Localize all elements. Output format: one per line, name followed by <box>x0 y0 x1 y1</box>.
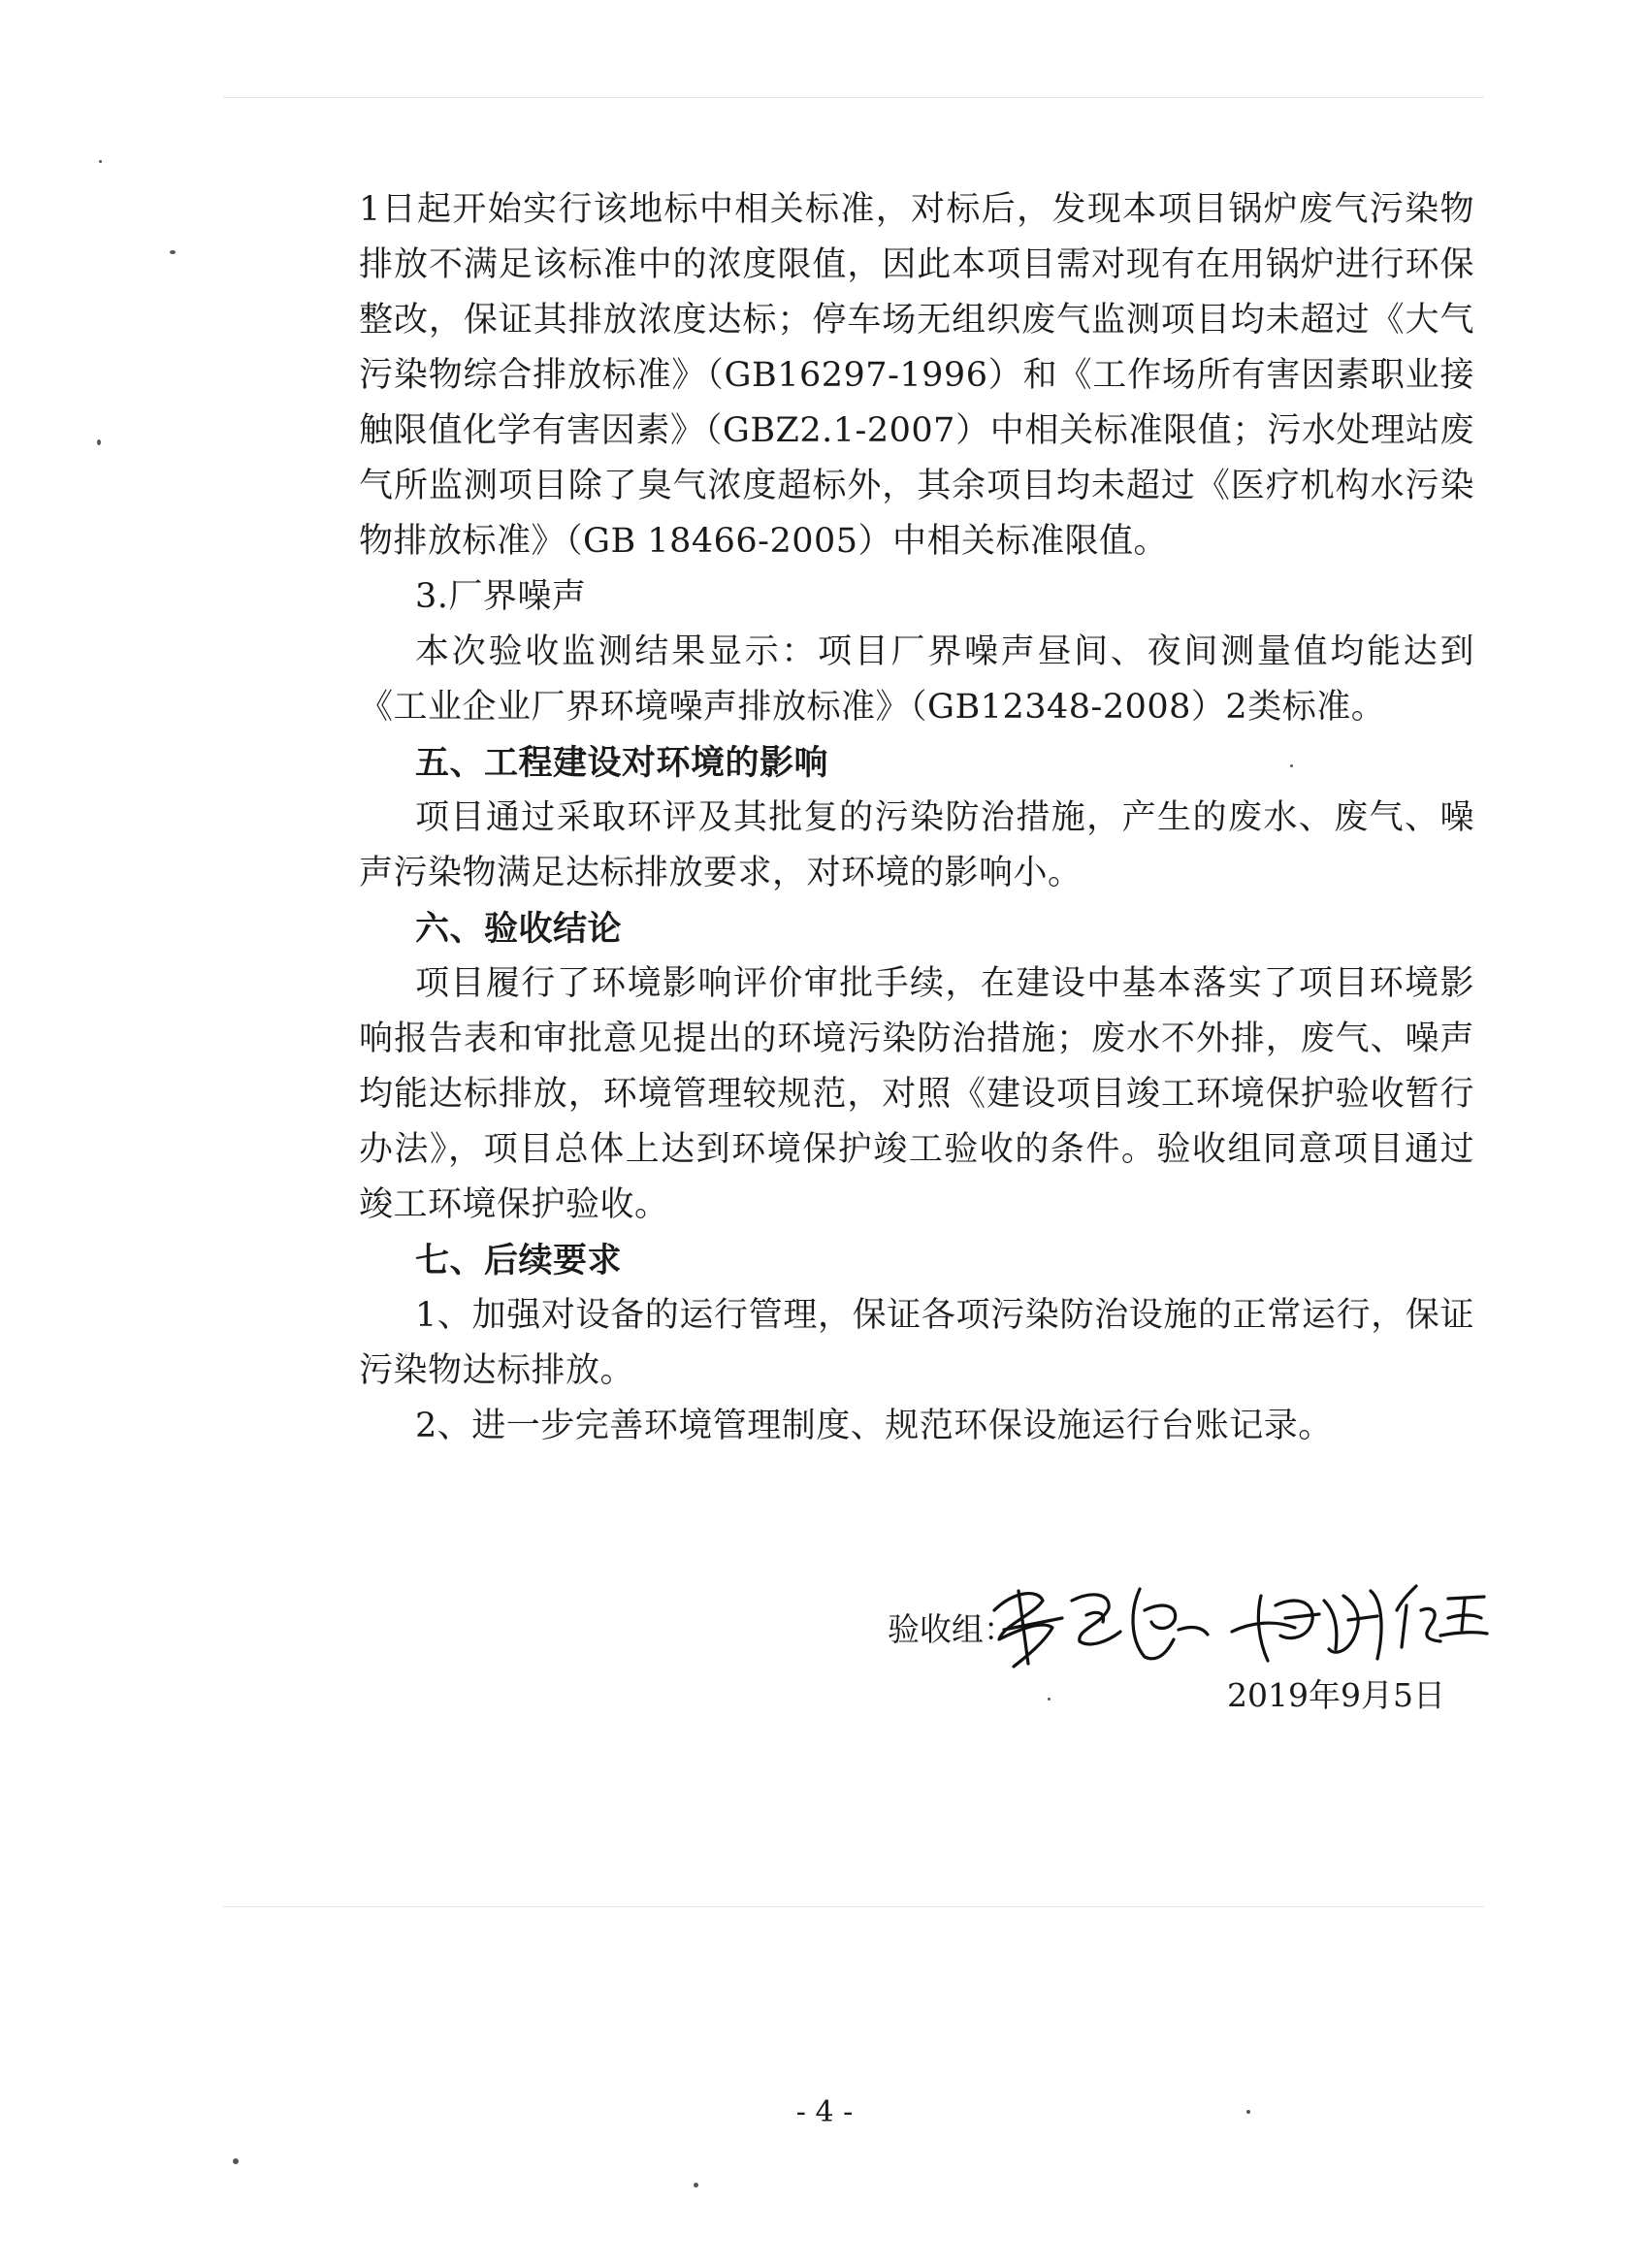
paragraph-impact: 项目通过采取环评及其批复的污染防治措施，产生的废水、废气、噪声污染物满足达标排放要求，对环境的影响小。 <box>359 798 1474 892</box>
scan-line <box>223 97 1484 98</box>
scan-speck <box>170 250 176 254</box>
scan-speck <box>1048 1698 1051 1701</box>
requirement-item-1: 1、加强对设备的运行管理，保证各项污染防治设施的正常运行，保证污染物达标排放。 <box>359 1296 1474 1390</box>
scan-speck <box>694 2183 698 2187</box>
signature-date: 2019年9月5日 <box>1227 1676 1445 1714</box>
paragraph-conclusion: 项目履行了环境影响评价审批手续，在建设中基本落实了项目环境影响报告表和审批意见提出的环境污染防治措施；废水不外排，废气、噪声均能达标排放，环境管理较规范，对照《建设项目竣工环境保护验收暂行办法》，项目总体上达到环境保护竣工验收的条件。验收组同意项目通过竣工环境保护验收。 <box>359 964 1474 1224</box>
document-body <box>359 182 1474 1454</box>
paragraph-continuation: 1日起开始实行该地标中相关标准，对标后，发现本项目锅炉废气污染物排放不满足该标准中的浓度限值，因此本项目需对现有在用锅炉进行环保整改，保证其排放浓度达标；停车场无组织废气监测项目均未超过《大气污染物综合排放标准》（GB16297-1996）和《工作场所有害因素职业接触限值化学有害因素》（GBZ2.1-2007）中相关标准限值；污水处理站废气所监测项目除了臭气浓度超标外，其余项目均未超过《医疗机构水污染物排放标准》（GB 18466-2005）中相关标准限值。 <box>359 190 1474 561</box>
signature-block <box>888 1571 1586 1727</box>
paragraph-noise-result: 本次验收监测结果显示：项目厂界噪声昼间、夜间测量值均能达到《工业企业厂界环境噪声排放标准》（GB12348-2008）2类标准。 <box>359 632 1474 727</box>
requirement-item-2: 2、进一步完善环境管理制度、规范环保设施运行台账记录。 <box>415 1407 1333 1445</box>
section-heading-conclusion: 六、验收结论 <box>415 909 623 949</box>
section-heading-requirements: 七、后续要求 <box>415 1241 623 1280</box>
section-heading-impact: 五、工程建设对环境的影响 <box>415 743 829 783</box>
page-number: - 4 - <box>795 2095 854 2129</box>
scan-speck <box>1290 764 1293 767</box>
scan-speck <box>97 439 101 445</box>
scan-speck <box>1246 2110 1250 2114</box>
scan-speck <box>99 160 102 163</box>
scan-speck <box>233 2158 239 2164</box>
signature-label: 验收组： <box>888 1610 1016 1648</box>
scan-line <box>223 1906 1484 1907</box>
subsection-noise-title: 3.厂界噪声 <box>415 577 587 616</box>
handwritten-signatures <box>985 1571 1489 1678</box>
